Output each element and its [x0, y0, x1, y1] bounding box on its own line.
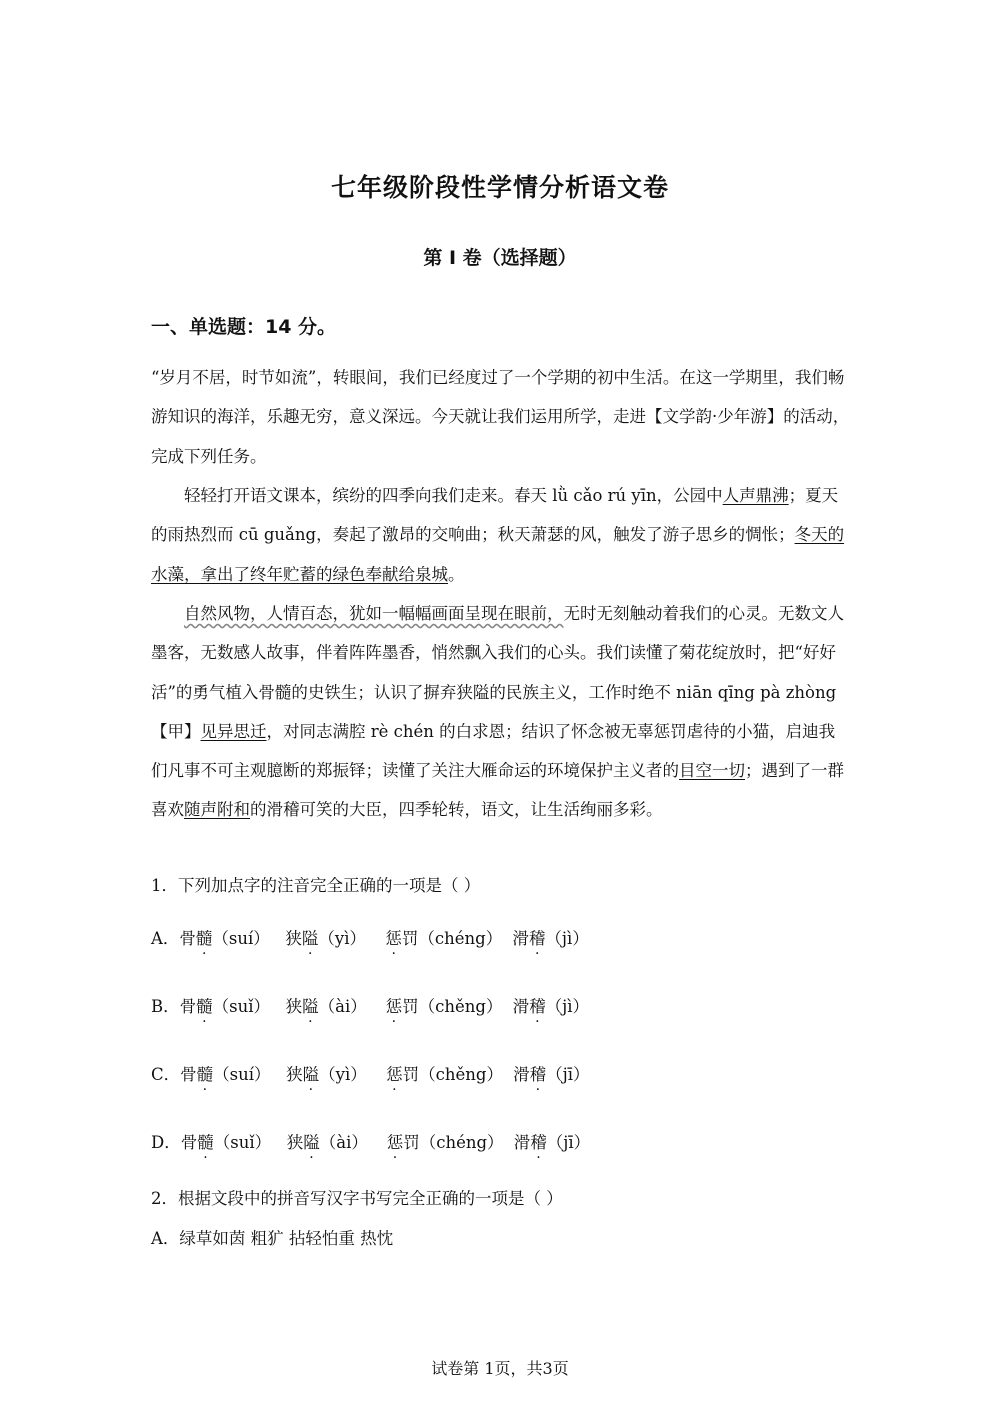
passage-text: 。 [448, 564, 465, 584]
question-1-stem: 1．下列加点字的注音完全正确的一项是（ ） [151, 876, 481, 895]
passage-text: 无时无刻触动着我们的心灵。无数文人墨客，无数感人故事，伴着阵阵墨香，悄然飘入我们的心头。我们读懂了菊花绽放时，把“好好活”的勇气植入骨髓的史铁生；认识了摒弃狭隘的民族主义，工作时绝不 niān qīng pà zhòng【甲】 [151, 604, 844, 741]
question-1-option-c[interactable] [151, 1063, 590, 1087]
option-item: 狭隘（ài） [285, 997, 367, 1016]
question-1-option-d[interactable] [151, 1131, 590, 1155]
intro-paragraph: “岁月不居，时节如流”，转眼间，我们已经度过了一个学期的初中生活。在这一学期里，我们畅游知识的海洋，乐趣无穷，意义深远。今天就让我们运用所学，走进【文学韵·少年游】的活动，完成下列任务。 [151, 368, 850, 466]
question-2-option-a[interactable]: A．绿草如茵 粗犷 拈轻怕重 热忱 [151, 1229, 394, 1248]
option-item: 惩罚（chěng） [386, 1065, 503, 1084]
option-item: 滑稽（jī） [513, 1133, 591, 1152]
option-letter: C． [151, 1065, 181, 1084]
question-1-option-b[interactable] [151, 995, 589, 1019]
part-title: 第 I 卷（选择题） [423, 247, 577, 269]
wavy-underlined-sentence: 自然风物，人情百态，犹如一幅幅画面呈现在眼前， [184, 604, 564, 623]
passage-text: ；遇到了一群喜欢 [151, 761, 844, 820]
question-2-stem: 2．根据文段中的拼音写汉字书写完全正确的一项是（ ） [151, 1189, 563, 1208]
option-item: 惩罚（chěng） [385, 997, 503, 1016]
underlined-phrase: 目空一切 [679, 761, 745, 781]
underlined-phrase: 见异思迁 [200, 721, 267, 741]
option-item: 惩罚（chéng） [385, 929, 503, 948]
page-footer: 试卷第 1页，共3页 [431, 1359, 569, 1378]
option-item: 骨髓（suí） [179, 929, 270, 948]
option-item: 滑稽（jì） [512, 929, 589, 948]
option-letter: D． [151, 1133, 181, 1152]
underlined-phrase: 随声附和 [184, 800, 250, 820]
underlined-phrase: 人声鼎沸 [722, 486, 789, 505]
passage-text: 轻轻打开语文课本，缤纷的四季向我们走来。春天 lǜ cǎo rú yīn，公园中 [184, 486, 723, 505]
question-1-option-a[interactable] [151, 927, 589, 951]
option-item: 骨髓（suǐ） [180, 1133, 272, 1152]
option-item: 狭隘（yì） [285, 929, 367, 948]
option-letter: B． [151, 997, 180, 1016]
page-title: 七年级阶段性学情分析语文卷 [330, 173, 669, 202]
option-item: 滑稽（jì） [512, 997, 590, 1016]
option-item: 惩罚（chéng） [386, 1133, 504, 1152]
passage-text: ；夏天的雨热烈而 cū guǎng，奏起了激昂的交响曲；秋天萧瑟的风，触发了游子思乡的惆怅； [151, 486, 839, 545]
option-item: 骨髓（suǐ） [179, 997, 271, 1016]
passage-text: ，对同志满腔 rè chén 的白求恩；结识了怀念被无辜惩罚虐待的小猫，启迪我们凡事不可主观臆断的郑振铎；读懂了关注大雁命运的环境保护主义者的 [151, 721, 836, 781]
option-letter: A． [151, 929, 180, 948]
section-title: 一、单选题：14 分。 [151, 316, 337, 338]
passage-paragraph-2 [151, 594, 851, 830]
option-item: 狭隘（ài） [286, 1133, 368, 1152]
option-item: 滑稽（jī） [513, 1065, 590, 1084]
option-item: 狭隘（yì） [286, 1065, 367, 1084]
passage-paragraph-1 [151, 476, 851, 594]
passage-text: 的滑稽可笑的大臣，四季轮转，语文，让生活绚丽多彩。 [250, 800, 663, 820]
option-item: 骨髓（suí） [180, 1065, 271, 1084]
underlined-sentence: 冬天的水藻，拿出了终年贮蓄的绿色奉献给泉城 [151, 525, 845, 584]
